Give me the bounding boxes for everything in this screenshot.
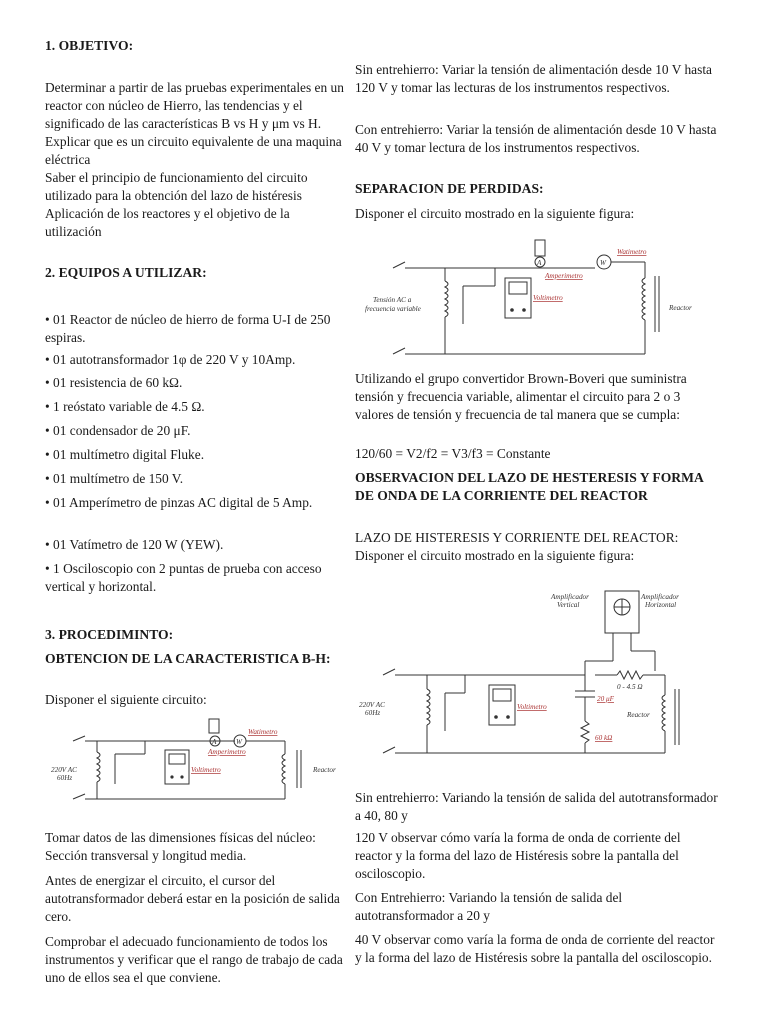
equipment-item: • 01 Amperímetro de pinzas AC digital de 5 Amp. (45, 495, 313, 510)
fig3-cap-label: 20 μF (597, 695, 614, 703)
observacion-paragraph-5: 40 V observar como varía la forma de onda de corriente del reactor y la forma del lazo de Histéresis sobre la pantalla del osciloscopio. (355, 932, 715, 965)
equipment-item: • 01 Reactor de núcleo de hierro de forma U-I de 250 espiras. (45, 312, 331, 345)
equipment-item: • 01 resistencia de 60 kΩ. (45, 375, 183, 390)
fig3-amp-h-label-1: Amplificador (641, 593, 679, 601)
histeresis-circuit-figure (355, 585, 707, 763)
fig3-reactor-label: Reactor (627, 711, 650, 719)
fig3-amp-v-label-1: Amplificador (551, 593, 589, 601)
fig2-w-symbol: W (600, 259, 606, 267)
fig2-clamp-icon (535, 240, 545, 256)
constante-equation: 120/60 = V2/f2 = V3/f3 = Constante (355, 446, 551, 461)
separacion-paragraph-1: Disponer el circuito mostrado en la siguiente figura: (355, 206, 635, 221)
procedimiento-paragraph-3: Antes de energizar el circuito, el cursor del autotransformador deberá estar en la posición de salida cero. (45, 873, 340, 924)
fig1-a-symbol: A (212, 738, 217, 746)
procedimiento-paragraph-4: Comprobar el adecuado funcionamiento de todos los instrumentos y verificar que el rango de trabajo de cada uno de ellos sea el que conviene. (45, 934, 343, 985)
fig3-rheostat-label: 0 - 4.5 Ω (617, 683, 643, 691)
observacion-paragraph-2: Sin entrehierro: Variando la tensión de salida del autotransformador a 40, 80 y (355, 790, 718, 823)
fig3-freq-label: 60Hz (365, 709, 381, 717)
fig3-amp-h-label-2: Horizontal (645, 601, 677, 609)
fig3-source-label: 220V AC (359, 701, 385, 709)
equipment-item: • 01 Vatímetro de 120 W (YEW). (45, 537, 224, 552)
fig1-freq-label: 60Hz (57, 774, 73, 782)
equipment-item: • 01 multímetro de 150 V. (45, 471, 184, 486)
procedimiento-subheading: OBTENCION DE LA CARACTERISTICA B-H: (45, 651, 331, 666)
equipment-item: • 01 multímetro digital Fluke. (45, 447, 205, 462)
objetivo-paragraph-3: Aplicación de los reactores y el objetivo de la utilización (45, 206, 290, 239)
objetivo-paragraph-1: Determinar a partir de las pruebas experimentales en un reactor con núcleo de Hierro, las tendencias y el significado de las características B vs H y μm vs H. Explicar que es un circuito equivalente de una maquina eléctrica (45, 80, 344, 167)
fig2-source-label-1: Tensión AC a (373, 296, 412, 304)
separacion-heading: SEPARACION DE PERDIDAS: (355, 181, 544, 196)
fig3-res-label: 60 kΩ (595, 734, 613, 742)
procedimiento-heading: 3. PROCEDIMINTO: (45, 627, 174, 642)
procedimiento-paragraph-2: Tomar datos de las dimensiones físicas del núcleo: Sección transversal y longitud media. (45, 830, 316, 863)
objetivo-heading: 1. OBJETIVO: (45, 38, 134, 53)
fig2-voltmeter-label: Voltimetro (533, 294, 563, 302)
procedimiento-paragraph-1: Disponer el siguiente circuito: (45, 692, 207, 707)
fig2-source-label-2: frecuencia variable (365, 305, 421, 313)
fig3-amp-v-label-2: Vertical (557, 601, 580, 609)
observacion-heading: OBSERVACION DEL LAZO DE HESTERESIS Y FORMA DE ONDA DE LA CORRIENTE DEL REACTOR (355, 470, 704, 503)
fig1-reactor-label: Reactor (313, 766, 336, 774)
fig3-voltmeter-label: Voltimetro (517, 703, 547, 711)
separacion-circuit-figure (355, 226, 707, 362)
fig3-rheostat-icon (617, 671, 643, 679)
sin-entrehierro-paragraph: Sin entrehierro: Variar la tensión de alimentación desde 10 V hasta 120 V y tomar las lecturas de los instrumentos respectivos. (355, 62, 712, 95)
con-entrehierro-paragraph: Con entrehierro: Variar la tensión de alimentación desde 10 V hasta 40 V y tomar lectura de los instrumentos respectivos. (355, 122, 717, 155)
equipment-item: • 01 autotransformador 1φ de 220 V y 10Amp. (45, 352, 296, 367)
observacion-paragraph-3: 120 V observar cómo varía la forma de onda de corriente del reactor y la forma del lazo de Histéresis sobre la pantalla del osciloscopio. (355, 830, 681, 881)
fig1-ammeter-label: Amperimetro (208, 748, 246, 756)
bh-circuit-figure (45, 714, 347, 818)
fig2-reactor-label: Reactor (669, 304, 692, 312)
separacion-paragraph-2: Utilizando el grupo convertidor Brown-Boveri que suministra tensión y frecuencia variable, alimentar el circuito para 2 o 3 valores de tensión y frecuencia de tal manera que se cumpla: (355, 371, 687, 422)
fig2-wattmeter-label: Watimetro (617, 248, 647, 256)
observacion-paragraph-1: LAZO DE HISTERESIS Y CORRIENTE DEL REACTOR: Disponer el circuito mostrado en la siguiente figura: (355, 530, 679, 563)
fig3-resistor-icon (581, 721, 589, 743)
fig2-a-symbol: A (537, 259, 542, 267)
fig1-source-label: 220V AC (51, 766, 77, 774)
equipos-heading: 2. EQUIPOS A UTILIZAR: (45, 265, 207, 280)
fig2-ammeter-label: Amperimetro (545, 272, 583, 280)
observacion-paragraph-4: Con Entrehierro: Variando la tensión de salida del autotransformador a 20 y (355, 890, 623, 923)
fig1-wattmeter-label: Watimetro (248, 728, 278, 736)
fig1-w-symbol: W (236, 738, 242, 746)
fig1-voltmeter-label: Voltimetro (191, 766, 221, 774)
objetivo-paragraph-2: Saber el principio de funcionamiento del circuito utilizado para la obtención del lazo de histéresis (45, 170, 308, 203)
equipment-item: • 01 condensador de 20 μF. (45, 423, 191, 438)
fig1-clamp-icon (209, 719, 219, 733)
equipment-item: • 1 reóstato variable de 4.5 Ω. (45, 399, 205, 414)
equipment-item: • 1 Osciloscopio con 2 puntas de prueba con acceso vertical y horizontal. (45, 561, 322, 594)
